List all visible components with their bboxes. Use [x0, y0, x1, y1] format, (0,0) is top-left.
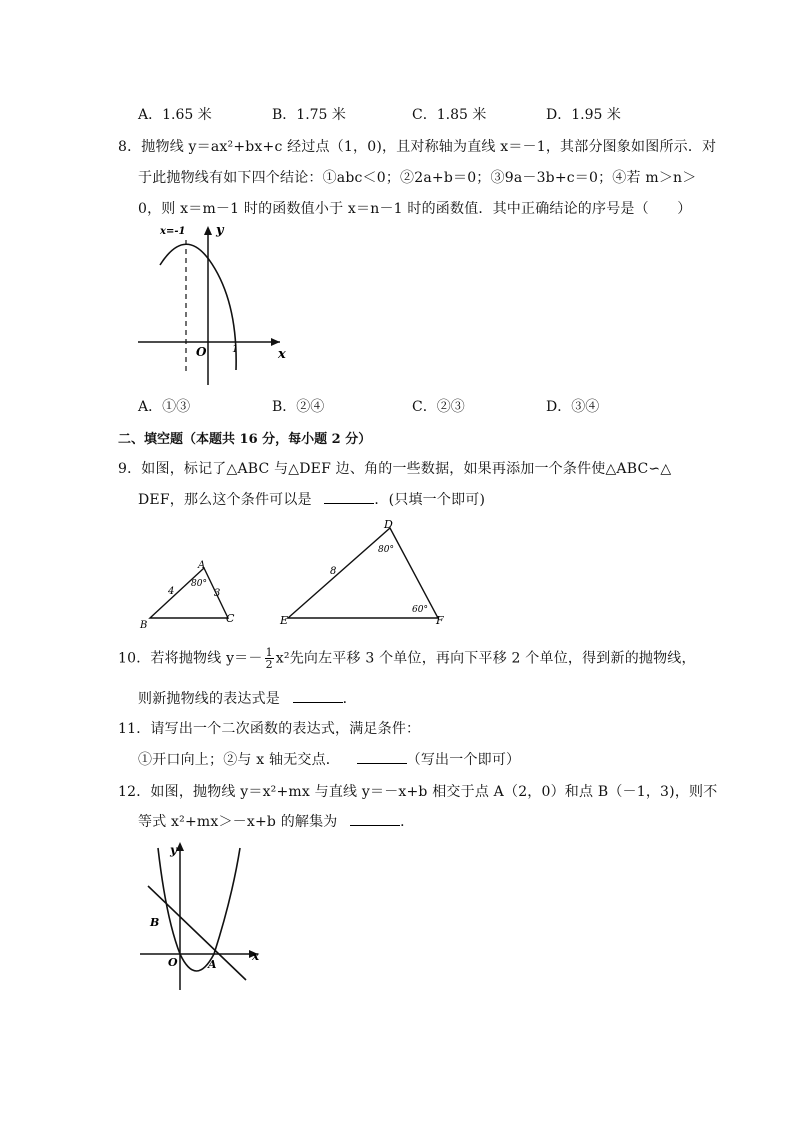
tri-abc-label-b: B	[140, 620, 148, 631]
q8-axis-x-label: x	[278, 347, 286, 362]
tri-def-label-d: D	[384, 518, 393, 531]
q10-line-1-text-b: x²先向左平移 3 个单位，再向下平移 2 个单位，得到新的抛物线，	[275, 650, 696, 667]
tri-abc-label-a: A	[198, 560, 206, 571]
q8-option-c: C．②③	[412, 399, 465, 415]
q10-fraction-numerator: 1	[265, 646, 273, 659]
q12-line-2-text-b: ．	[400, 814, 415, 830]
q7-option-c: C．1.85 米	[412, 107, 487, 123]
q12-point-b-label: B	[150, 916, 160, 929]
q9-line-2	[138, 489, 485, 509]
q12-answer-blank[interactable]	[350, 813, 400, 826]
q11-line-1: 11．请写出一个二次函数的表达式，满足条件：	[118, 721, 421, 737]
tri-def-angle-f: 60°	[412, 605, 428, 615]
tri-def-angle-d: 80°	[378, 545, 394, 555]
q11-line-2	[138, 749, 520, 769]
q8-parabola-graph	[130, 220, 290, 390]
q9-line-2-text-a: DEF，那么这个条件可以是	[138, 492, 312, 508]
tri-abc-label-c: C	[226, 612, 235, 625]
q12-axis-x-label: x	[252, 949, 260, 963]
q11-answer-blank[interactable]	[357, 751, 407, 764]
q8-symmetry-label: x=-1	[160, 226, 186, 237]
q12-line-1: 12．如图，抛物线 y＝x²+mx 与直线 y＝－x+b 相交于点 A（2，0）和点 B（－1，3)，则不	[118, 784, 718, 800]
q10-line-2-text-b: ．	[342, 691, 357, 707]
q12-line-2-text-a: 等式 x²+mx＞－x+b 的解集为	[138, 814, 338, 830]
q9-answer-blank[interactable]	[324, 491, 374, 504]
q8-option-b: B．②④	[272, 399, 325, 415]
q9-triangle-def	[278, 518, 458, 628]
tri-def-label-e: E	[280, 614, 289, 627]
q8-option-a: A．①③	[138, 399, 191, 415]
q10-line-2-text-a: 则新抛物线的表达式是	[138, 691, 280, 707]
q8-line-3: 0，则 x＝m－1 时的函数值小于 x＝n－1 时的函数值．其中正确结论的序号是（ ）	[138, 201, 692, 217]
q10-fraction-denominator: 2	[265, 658, 273, 671]
tri-def-side-de: 8	[330, 566, 337, 577]
q8-one-label: 1	[232, 344, 239, 355]
q11-line-2-text-a: ①开口向上；②与 x 轴无交点．	[138, 752, 340, 768]
q8-origin-label: O	[196, 345, 207, 359]
q8-axis-y-label: y	[216, 223, 224, 238]
q10-line-1	[118, 647, 696, 670]
q10-answer-blank[interactable]	[293, 690, 343, 703]
q8-option-d: D．③④	[546, 399, 600, 415]
q10-line-2	[138, 688, 357, 708]
q12-line-2	[138, 811, 414, 831]
tri-def-label-f: F	[436, 614, 444, 627]
q8-line-2: 于此抛物线有如下四个结论：①abc＜0；②2a+b＝0；③9a－3b+c＝0；④若 m＞n＞	[138, 170, 697, 186]
q12-origin-label: O	[168, 956, 178, 969]
q7-option-a: A．1.65 米	[138, 107, 212, 123]
q11-line-2-text-b: （写出一个即可）	[406, 752, 521, 768]
q12-graph	[136, 838, 266, 994]
q9-line-1: 9．如图，标记了△ABC 与△DEF 边、角的一些数据，如果再添加一个条件使△ABC∽△	[118, 461, 672, 477]
tri-abc-side-ab: 4	[168, 586, 175, 597]
section-2-heading: 二、填空题（本题共 16 分，每小题 2 分）	[118, 432, 372, 447]
tri-abc-side-ac: 3	[214, 588, 221, 599]
q9-line-2-text-b: ．(只填一个即可)	[374, 492, 486, 508]
q12-axis-y-label: y	[170, 843, 177, 857]
q7-option-d: D．1.95 米	[546, 107, 621, 123]
q10-fraction	[265, 647, 274, 670]
tri-abc-angle-a: 80°	[191, 579, 207, 589]
q7-option-b: B．1.75 米	[272, 107, 346, 123]
q9-triangle-abc	[140, 560, 250, 632]
q12-point-a-label: A	[208, 958, 217, 971]
q10-line-1-text-a: 10．若将抛物线 y＝－	[118, 650, 263, 667]
q8-line-1: 8．抛物线 y＝ax²+bx+c 经过点（1，0)，且对称轴为直线 x＝－1，其部分图象如图所示．对	[118, 139, 717, 155]
